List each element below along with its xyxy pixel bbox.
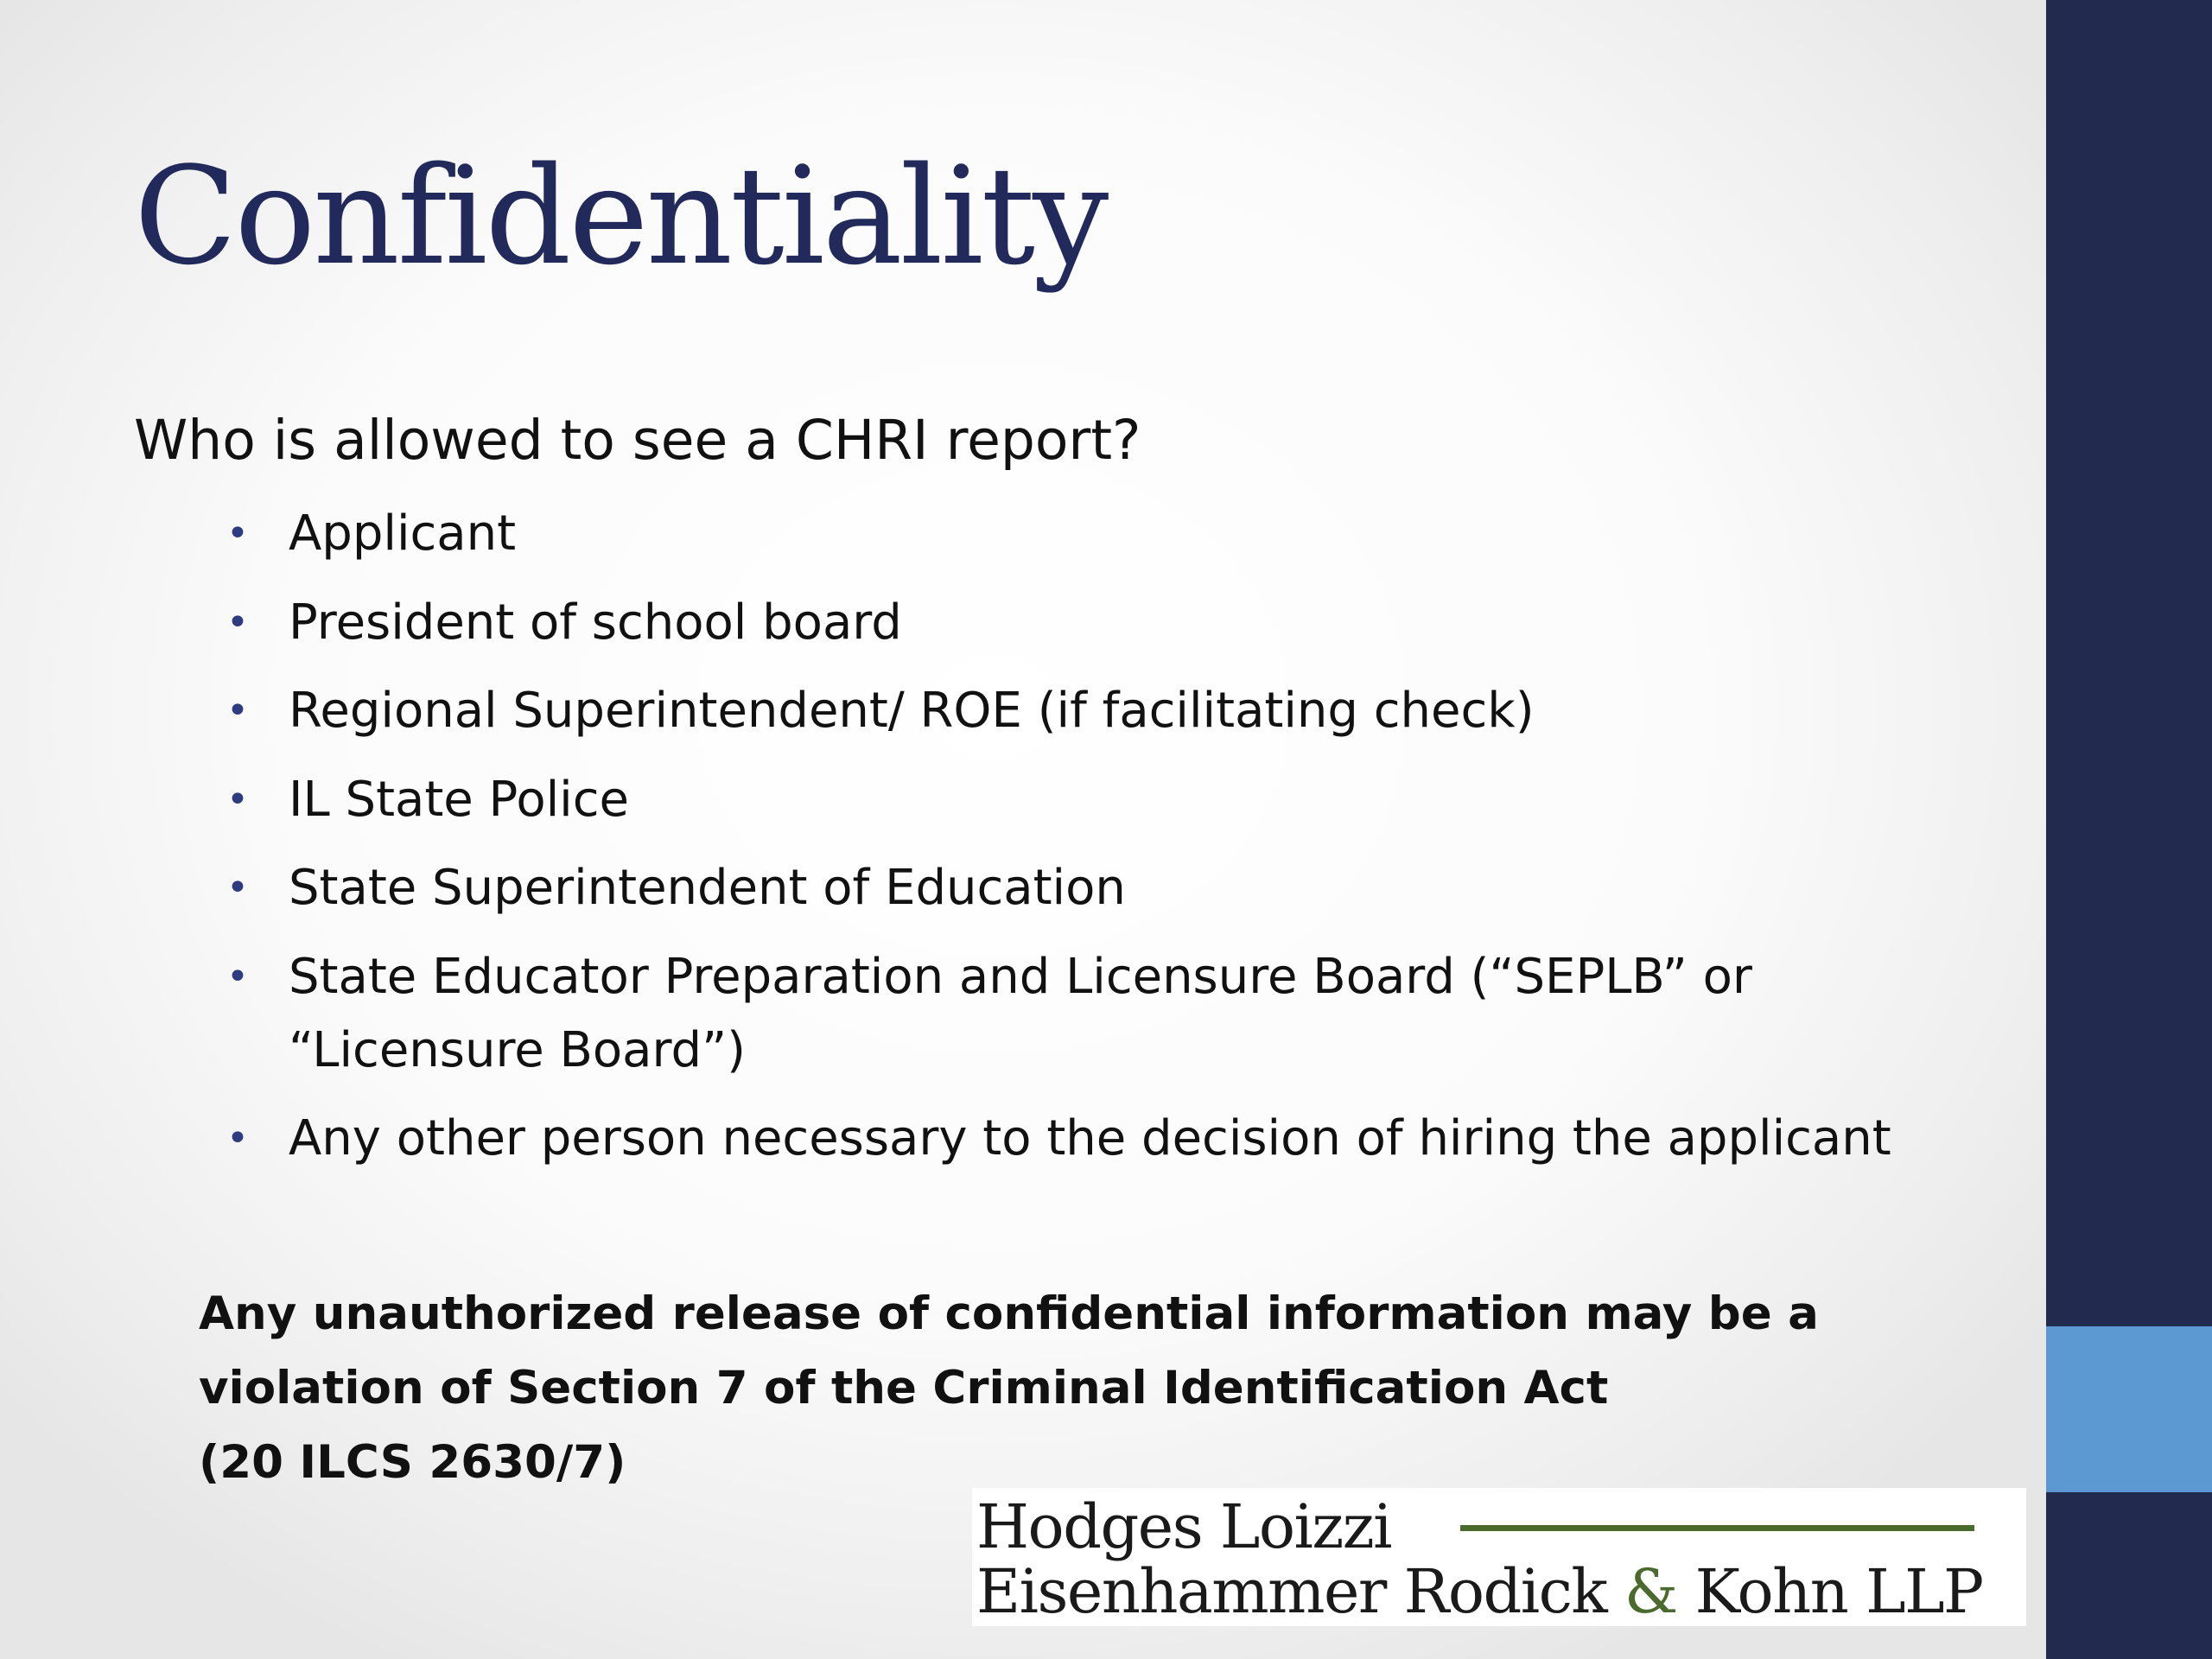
list-item-text: IL State Police [289,772,629,828]
logo-line-2-part-2: Kohn LLP [1676,1556,1983,1627]
list-item [226,940,2024,1087]
list-item [226,851,2024,925]
list-item [226,586,2024,659]
bullet-icon: • [226,512,249,556]
slide-title: Confidentiality [134,137,1107,295]
bullet-icon: • [226,955,249,999]
logo-line-2-part-1: Eisenhammer Rodick [976,1556,1625,1627]
legal-warning [199,1277,1927,1500]
bullet-icon: • [226,1116,249,1160]
question-text: Who is allowed to see a CHRI report? [134,409,1141,472]
law-firm-logo [972,1488,2026,1626]
list-item [226,497,2024,570]
bullet-icon: • [226,689,249,733]
list-item [226,1102,2024,1175]
list-item [226,674,2024,747]
logo-line-1: Hodges Loizzi [976,1491,1392,1562]
logo-ampersand: & [1624,1556,1677,1627]
logo-line-2 [976,1557,1983,1626]
list-item-text: Any other person necessary to the decision of hiring the applicant [289,1110,1891,1166]
bullet-icon: • [226,778,249,822]
logo-rule-decoration [1460,1525,1974,1531]
list-item-text: State Superintendent of Education [289,860,1126,916]
bullet-icon: • [226,601,249,645]
list-item-text-line-1: State Educator Preparation and Licensure Board (“SEPLB” or [289,949,1752,1005]
list-item [226,763,2024,836]
bullet-icon: • [226,866,249,910]
list-item-text: Regional Superintendent/ ROE (if facilitating check) [289,683,1535,739]
legal-warning-line-3: (20 ILCS 2630/7) [199,1436,626,1489]
side-accent-decoration [2046,1326,2212,1492]
list-item-text: Applicant [289,505,517,562]
legal-warning-line-1: Any unauthorized release of confidential information may be a [199,1287,1819,1340]
list-item-text: President of school board [289,594,902,651]
list-item-text-line-2: “Licensure Board”) [289,1022,746,1078]
legal-warning-line-2: violation of Section 7 of the Criminal Identification Act [199,1362,1609,1414]
